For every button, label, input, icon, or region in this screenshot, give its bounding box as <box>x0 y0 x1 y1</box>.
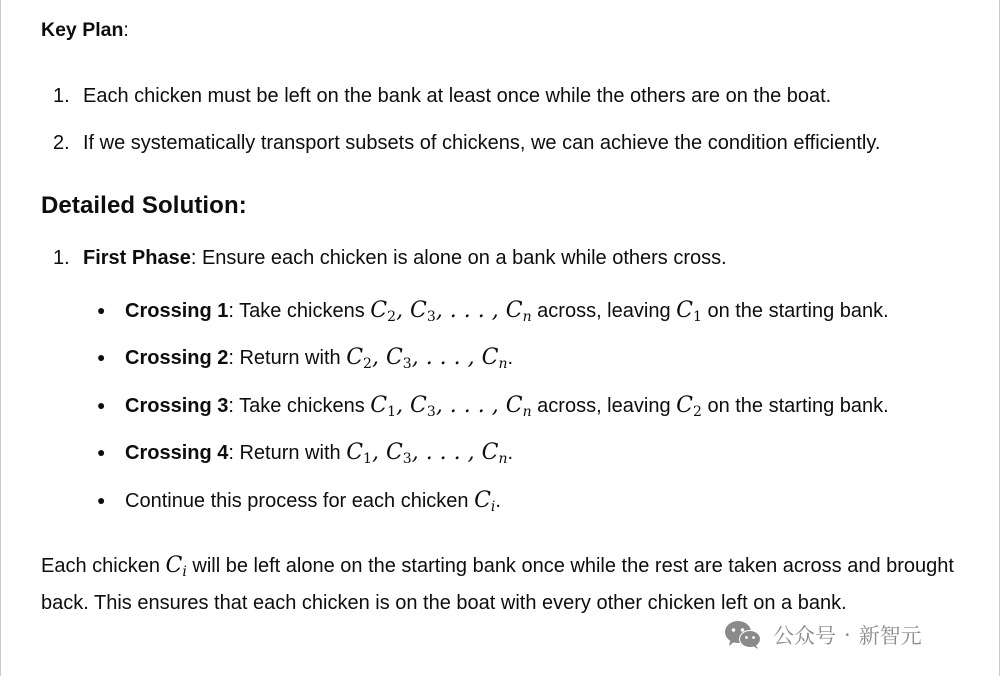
math-expression: $C_i$ <box>474 488 496 515</box>
bullet-crossing-4 <box>97 437 513 468</box>
crossing-text: : Return with <box>228 347 347 369</box>
crossing-text: across, leaving <box>531 395 677 417</box>
list-number: 1. <box>53 247 70 269</box>
crossing-text: : Return with <box>228 442 347 464</box>
bullet-dot-icon: ● <box>97 492 106 508</box>
math-expression: $C_1$, $C_3$, . . . , $C_n$ <box>370 393 532 420</box>
math-expression: $C_2$, $C_3$, . . . , $C_n$ <box>370 298 532 325</box>
bullet-dot-icon: ● <box>97 302 106 318</box>
crossing-text: . <box>507 347 514 369</box>
watermark-separator: · <box>844 623 851 647</box>
bullet-crossing-2 <box>97 342 513 373</box>
phase-text: : Ensure each chicken is alone on a bank while others cross. <box>190 247 727 269</box>
math-expression: $C_1$ <box>676 298 702 325</box>
crossing-label: Crossing 3 <box>125 395 229 417</box>
crossing-label: Crossing 1 <box>125 300 229 322</box>
math-expression: $C_2$ <box>676 393 702 420</box>
continue-text: Continue this process for each chicken <box>125 490 475 512</box>
watermark-account: 公众号 <box>773 624 836 648</box>
list-number: 1. <box>53 85 70 107</box>
crossing-label: Crossing 4 <box>125 442 229 464</box>
key-plan-label <box>41 19 129 42</box>
summary-paragraph: Each chicken $C_i$ will be left alone on the starting bank once while the rest are taken across and brought back. This ensures that each chicken is on the boat with every other chicken left on a bank. <box>41 553 954 614</box>
crossing-text: : Take chickens <box>228 300 371 322</box>
list-item-text: If we systematically transport subsets of chickens, we can achieve the condition efficiently. <box>83 132 881 154</box>
list-item-text: Each chicken must be left on the bank at least once while the others are on the boat. <box>83 85 832 107</box>
key-plan-colon: : <box>123 19 129 41</box>
math-expression: $C_i$ <box>165 553 187 580</box>
phase-label: First Phase <box>83 247 191 269</box>
key-plan-item-1 <box>53 82 831 110</box>
watermark-brand: 新智元 <box>858 624 922 648</box>
wechat-icon <box>723 619 763 651</box>
list-number: 2. <box>53 132 70 154</box>
crossing-text: : Take chickens <box>228 395 371 417</box>
crossing-text: across, leaving <box>531 300 677 322</box>
bullet-crossing-3 <box>97 390 889 421</box>
bullet-dot-icon: ● <box>97 349 106 365</box>
crossing-text: on the starting bank. <box>701 300 889 322</box>
key-plan-label-text: Key Plan <box>41 19 124 41</box>
key-plan-item-2 <box>53 129 880 157</box>
detailed-solution-heading: Detailed Solution: <box>41 192 247 219</box>
bullet-dot-icon: ● <box>97 397 106 413</box>
crossing-text: . <box>507 442 514 464</box>
continue-text: . <box>495 490 501 512</box>
first-phase-item <box>53 244 727 272</box>
crossing-label: Crossing 2 <box>125 347 229 369</box>
math-expression: $C_1$, $C_3$, . . . , $C_n$ <box>346 440 508 467</box>
bullet-continue <box>97 485 501 516</box>
crossing-text: on the starting bank. <box>701 395 889 417</box>
math-expression: $C_2$, $C_3$, . . . , $C_n$ <box>346 345 508 372</box>
bullet-crossing-1 <box>97 295 889 326</box>
watermark <box>723 616 922 654</box>
bullet-dot-icon: ● <box>97 444 106 460</box>
